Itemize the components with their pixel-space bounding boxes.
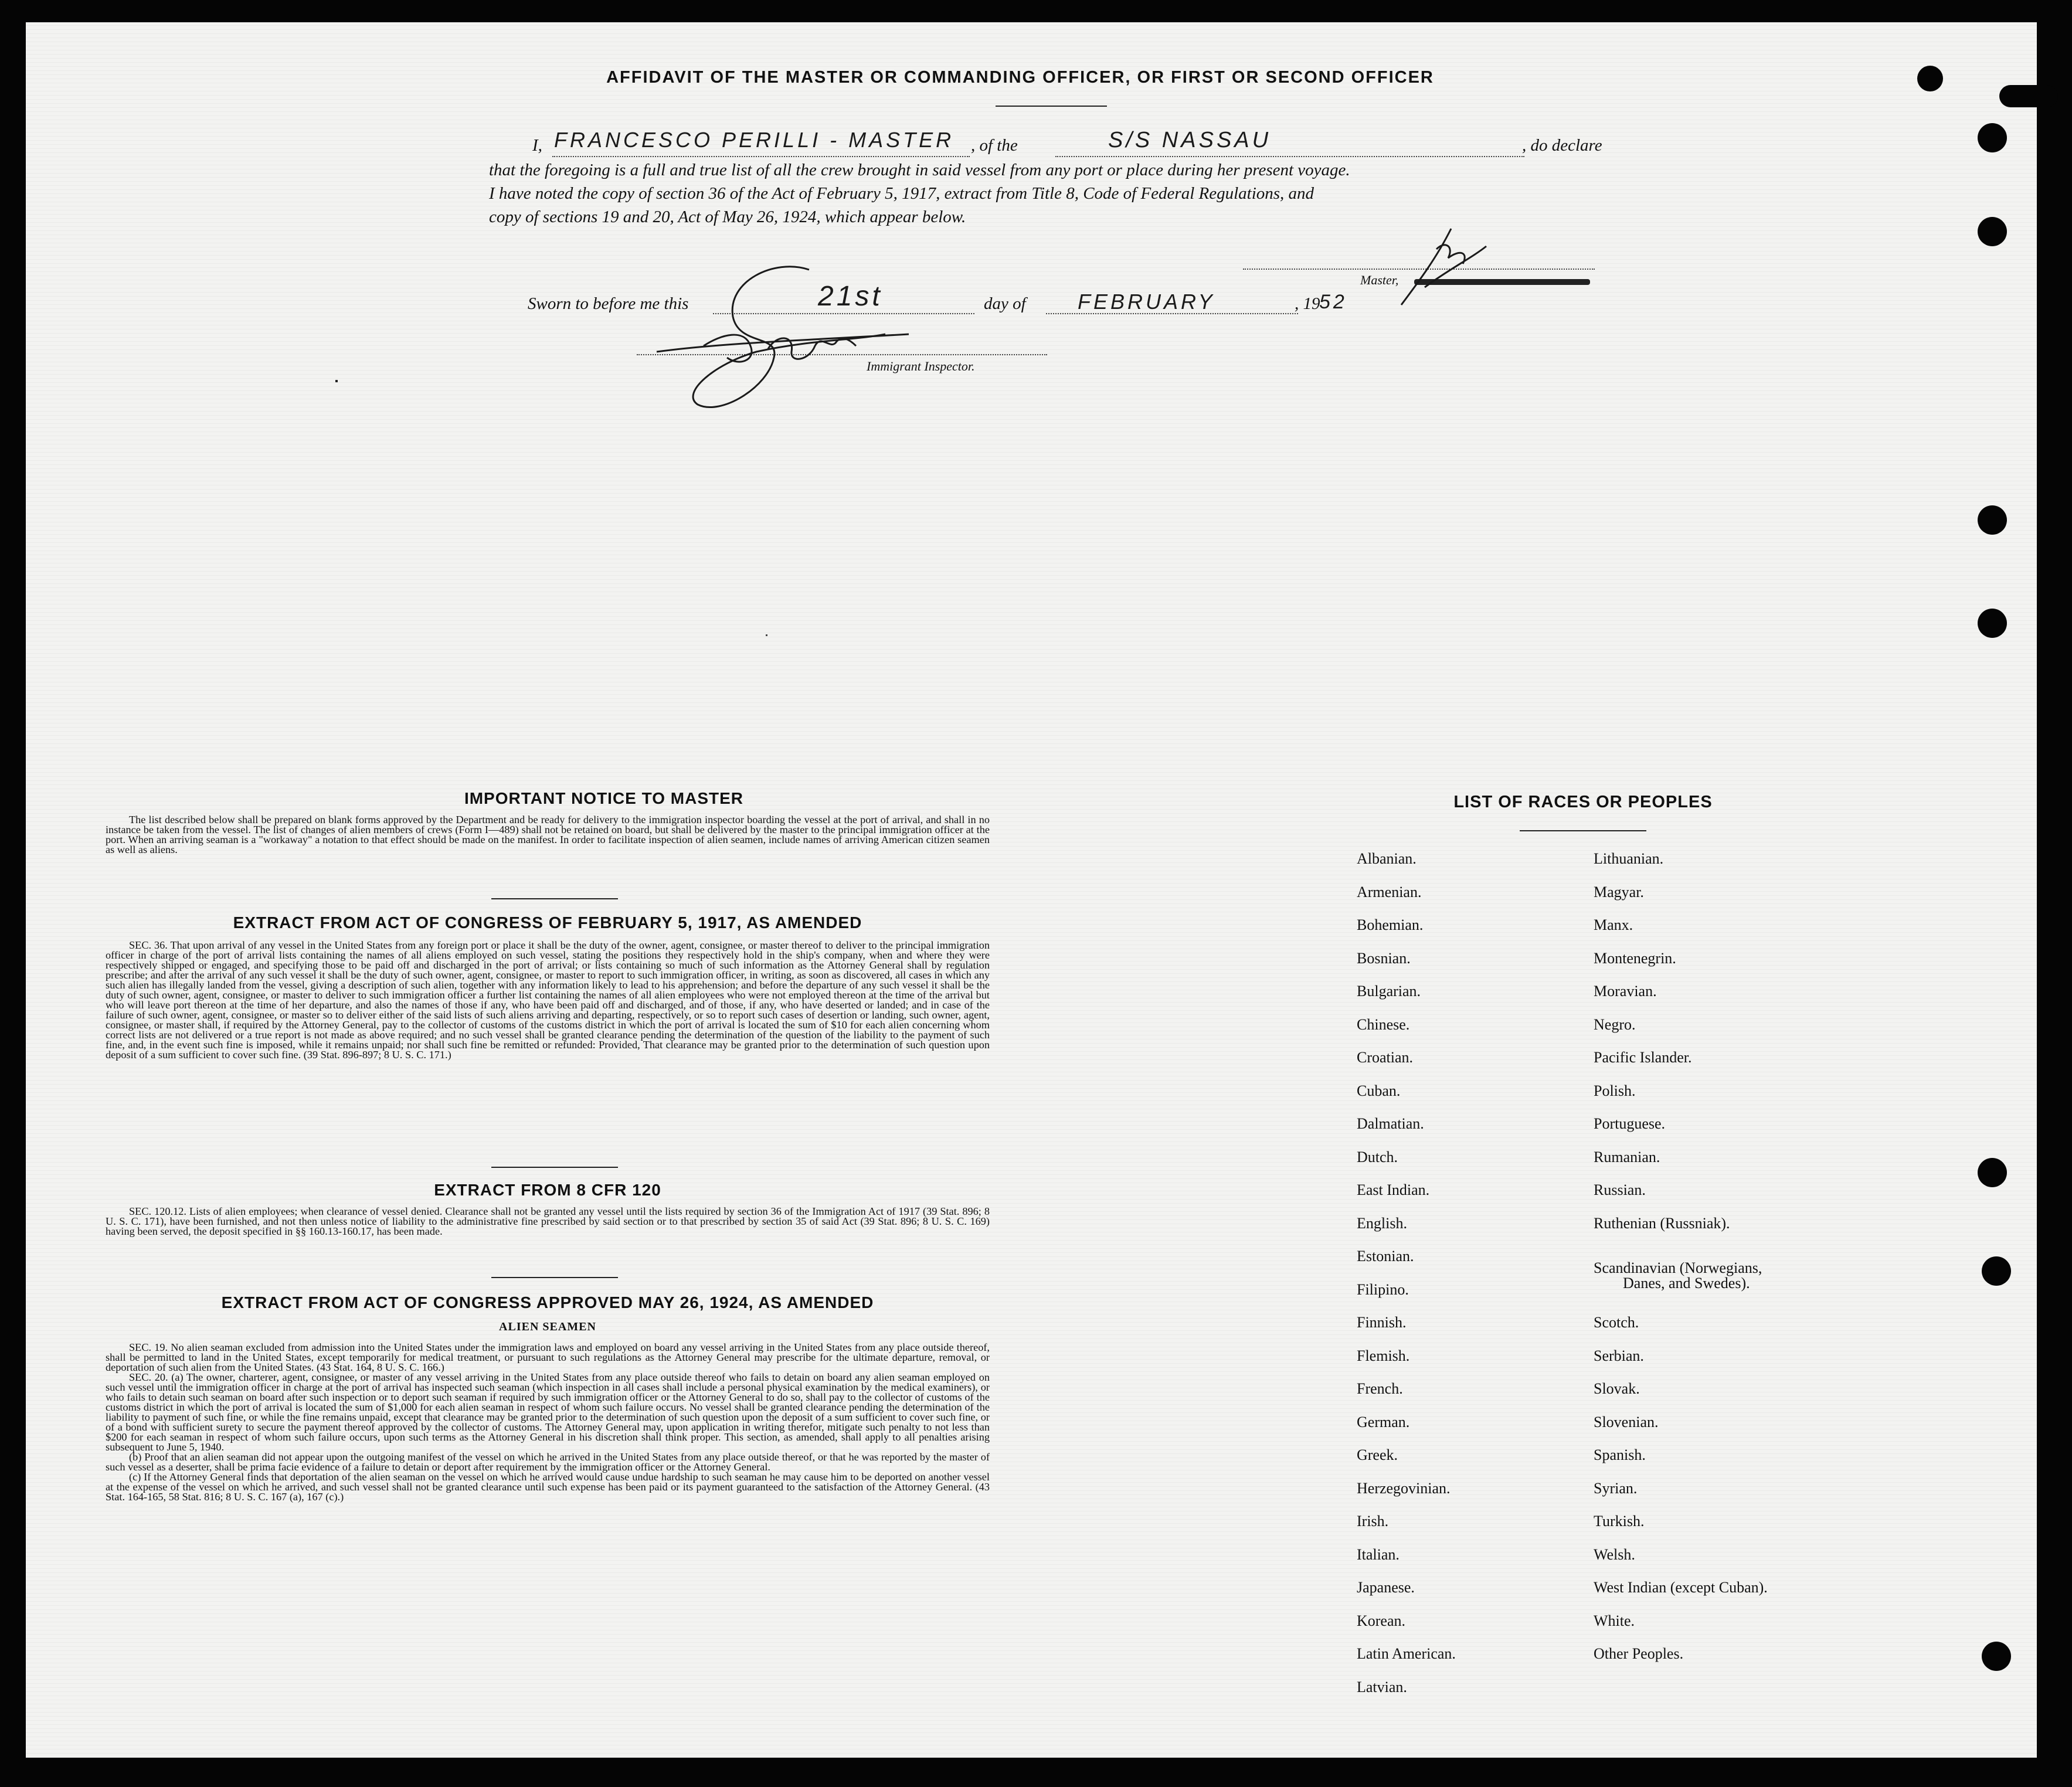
race-item: Slovak. bbox=[1594, 1380, 1640, 1397]
race-item: Chinese. bbox=[1357, 1015, 1410, 1033]
extract-1924-subtitle: ALIEN SEAMEN bbox=[499, 1320, 596, 1333]
race-item: East Indian. bbox=[1357, 1181, 1430, 1198]
race-item: Manx. bbox=[1594, 916, 1633, 933]
master-name-line bbox=[552, 156, 970, 157]
race-item: Latvian. bbox=[1357, 1678, 1407, 1696]
race-item: Serbian. bbox=[1594, 1347, 1644, 1364]
extract-1924-block bbox=[106, 1343, 990, 1502]
section-rule bbox=[491, 898, 618, 899]
section-rule bbox=[491, 1167, 618, 1168]
sworn-year-prefix: , 19 bbox=[1295, 294, 1320, 313]
extract-1924-sec20b: (b) Proof that an alien seaman did not appear upon the outgoing manifest of the vessel on which he arrived in the United States from any place outside thereof, or that he was reported by the master of such vessel as a deserter, shall be prima facie evidence of a failure to detain or deport after requirement by the immigration officer or the Attorney General. bbox=[106, 1451, 990, 1473]
extract-1924-title: EXTRACT FROM ACT OF CONGRESS APPROVED MAY 26, 1924, AS AMENDED bbox=[221, 1293, 874, 1312]
race-item: Danes, and Swedes). bbox=[1623, 1275, 1750, 1292]
race-item: Estonian. bbox=[1357, 1248, 1414, 1265]
race-item: Spanish. bbox=[1594, 1446, 1646, 1463]
declaration-do-declare: , do declare bbox=[1522, 136, 1602, 155]
race-item: Portuguese. bbox=[1594, 1115, 1666, 1132]
race-item: Latin American. bbox=[1357, 1645, 1456, 1662]
extract-cfr-title: EXTRACT FROM 8 CFR 120 bbox=[434, 1181, 661, 1199]
race-item: Pacific Islander. bbox=[1594, 1049, 1692, 1066]
race-item: Lithuanian. bbox=[1594, 850, 1664, 867]
binder-hole bbox=[1917, 66, 1943, 91]
extract-cfr-body: SEC. 120.12. Lists of alien employees; when clearance of vessel denied. Clearance shall not be granted any vessel until the lists required by section 36 of the Immigration Act of 1917 (39 Stat. 896; 8 U. S. C. 171), have been furnished, and not then unless notice of liability to the administrative fine prescribed by said section or to that prescribed by section 35 of said Act (39 Stat. 896; 8 U. S. C. 169) having been served, the deposit specified in §§ 160.13-160.17, has been made. bbox=[106, 1205, 990, 1237]
master-name-handwritten: FRANCESCO PERILLI - MASTER bbox=[554, 128, 955, 152]
title-rule bbox=[996, 106, 1107, 107]
notice-body: The list described below shall be prepared on blank forms approved by the Department and be ready for delivery to the immigration inspector boarding the vessel at the port of arrival, and shall in no instance be taken from the vessel. The list of changes of alien members of crews (Form I—489) shall not be retained on board, but shall be delivered by the master to the principal immigration officer at the port. When an arriving seaman is a "workaway" a notation to that effect should be made on the manifest. In order to facilitate inspection of alien seamen, include names of arriving American citizen seamen as well as aliens. bbox=[106, 814, 990, 855]
race-item: Irish. bbox=[1357, 1513, 1389, 1530]
notice-title: IMPORTANT NOTICE TO MASTER bbox=[464, 789, 744, 807]
inspector-signature bbox=[633, 246, 938, 434]
extract-1924-sec20c: (c) If the Attorney General finds that deportation of the alien seaman on the vessel on which he arrived would cause undue hardship to such seaman he may cause him to be deported on another vessel at the expense of the vessel on which he arrived, and such vessel shall not be granted clearance until such expense has been paid or its payment guaranteed to the satisfaction of the Attorney General. (43 Stat. 164-165, 58 Stat. 816; 8 U. S. C. 167 (a), 167 (c).) bbox=[106, 1471, 990, 1503]
race-item: Scotch. bbox=[1594, 1314, 1639, 1331]
races-rule bbox=[1520, 830, 1646, 831]
race-item: Filipino. bbox=[1357, 1280, 1409, 1298]
stray-mark bbox=[335, 380, 338, 382]
declaration-i-label: I, bbox=[532, 136, 542, 155]
race-item: Croatian. bbox=[1357, 1049, 1414, 1066]
race-item: Armenian. bbox=[1357, 883, 1422, 901]
race-item: Italian. bbox=[1357, 1545, 1400, 1563]
binder-hole bbox=[1978, 217, 2007, 246]
sworn-year-handwritten: 52 bbox=[1319, 291, 1347, 313]
races-title: LIST OF RACES OR PEOPLES bbox=[1453, 793, 1713, 811]
race-item: English. bbox=[1357, 1214, 1407, 1232]
master-label: Master, bbox=[1360, 273, 1399, 287]
race-item: Montenegrin. bbox=[1594, 949, 1676, 967]
stray-mark bbox=[766, 634, 767, 636]
binder-hole bbox=[1978, 505, 2007, 535]
race-item: Russian. bbox=[1594, 1181, 1646, 1198]
extract-1924-sec19: SEC. 19. No alien seaman excluded from admission into the United States under the immigration laws and employed on board any vessel arriving in the United States from any place outside thereof, shall be permitted to land in the United States, except temporarily for medical treatment, or pursuant to such regulations as the Attorney General may prescribe for the ultimate departure, removal, or deportation of such alien from the United States. (43 Stat. 164, 8 U. S. C. 166.) bbox=[106, 1341, 990, 1373]
declaration-line-3: I have noted the copy of section 36 of the Act of February 5, 1917, extract from Title 8, Code of Federal Regulations, and bbox=[489, 184, 1314, 203]
sworn-month-handwritten: FEBRUARY bbox=[1078, 290, 1215, 314]
race-item: Magyar. bbox=[1594, 883, 1644, 901]
declaration-line-2: that the foregoing is a full and true list of all the crew brought in said vessel from any port or place during her present voyage. bbox=[489, 161, 1350, 179]
binder-hole bbox=[1982, 1642, 2011, 1671]
race-item: Negro. bbox=[1594, 1015, 1636, 1033]
binder-hole bbox=[1978, 123, 2007, 152]
race-item: Korean. bbox=[1357, 1612, 1406, 1629]
race-item: Other Peoples. bbox=[1594, 1645, 1684, 1662]
inspector-label: Immigrant Inspector. bbox=[867, 359, 975, 373]
race-item: Flemish. bbox=[1357, 1347, 1410, 1364]
race-item: White. bbox=[1594, 1612, 1635, 1629]
race-item: Scandinavian (Norwegians, bbox=[1594, 1259, 1762, 1276]
race-item: Rumanian. bbox=[1594, 1148, 1660, 1166]
vessel-name-handwritten: S/S NASSAU bbox=[1108, 128, 1272, 152]
race-item: Japanese. bbox=[1357, 1579, 1415, 1596]
binder-hole bbox=[1978, 609, 2007, 638]
race-item: Dalmatian. bbox=[1357, 1115, 1424, 1132]
race-item: Polish. bbox=[1594, 1082, 1636, 1099]
race-item: Bohemian. bbox=[1357, 916, 1424, 933]
extract-1917-block bbox=[106, 940, 990, 1060]
race-item: Dutch. bbox=[1357, 1148, 1398, 1166]
extract-1917-title: EXTRACT FROM ACT OF CONGRESS OF FEBRUARY 5, 1917, AS AMENDED bbox=[233, 913, 862, 932]
race-item: Finnish. bbox=[1357, 1314, 1407, 1331]
race-item: Herzegovinian. bbox=[1357, 1479, 1451, 1497]
vessel-name-line bbox=[1055, 156, 1524, 157]
race-item: Cuban. bbox=[1357, 1082, 1401, 1099]
section-rule bbox=[491, 1277, 618, 1278]
race-item: German. bbox=[1357, 1413, 1410, 1431]
master-initials-signature bbox=[1390, 217, 1489, 311]
race-item: Moravian. bbox=[1594, 983, 1657, 1000]
binder-hole bbox=[1978, 1158, 2007, 1187]
binder-hole bbox=[1982, 1256, 2011, 1286]
race-item: West Indian (except Cuban). bbox=[1594, 1579, 1768, 1596]
affidavit-title: AFFIDAVIT OF THE MASTER OR COMMANDING OFFICER, OR FIRST OR SECOND OFFICER bbox=[606, 68, 1434, 87]
race-item: Welsh. bbox=[1594, 1545, 1635, 1563]
binder-clip bbox=[1999, 85, 2058, 107]
race-item: French. bbox=[1357, 1380, 1403, 1397]
race-item: Syrian. bbox=[1594, 1479, 1638, 1497]
race-item: Albanian. bbox=[1357, 850, 1417, 867]
declaration-line-4: copy of sections 19 and 20, Act of May 26, 1924, which appear below. bbox=[489, 208, 966, 226]
extract-1917-body: SEC. 36. That upon arrival of any vessel in the United States from any foreign port or place it shall be the duty of the owner, agent, consignee, or master thereof to deliver to the principal immigration officer in charge of the port of arrival lists containing the names of all aliens employed on such vessel, stating the positions they respectively hold in the ship's company, when and where they were respectively shipped or engaged, and specifying those to be paid off and discharged in the port of arrival; or lists containing so much of such information as the Attorney General shall by regulation prescribe; and after the arrival of any such vessel it shall be the duty of such owner, agent, consignee, or master to report to such immigration officer, in writing, as soon as discovered, all cases in which any such alien has illegally landed from the vessel, giving a description of such alien, together with any information likely to lead to his apprehension; and before the departure of any such vessel it shall be the duty of such owner, agent, consignee, or master to deliver to such immigration officer a further list containing the names of all alien employees who were not employed thereon at the time of the arrival but who will leave port thereon at the time of her departure, and also the names of those if any, who have been paid off and discharged, and of those, if any, who have deserted or landed; and in case of the failure of such owner, agent, consignee, or master so to deliver either of the said lists of such aliens arriving and departing, respectively, or so to report such cases of desertion or landing, such owner, agent, consignee, or master shall, if required by the Attorney General, pay to the collector of customs of the customs district in which the port of arrival is located the sum of $10 for each alien concerning whom correct lists are not delivered or a true report is not made as above required; and no such vessel shall be granted clearance pending the determination of the question of the liability to the payment of such fine, and, in the event such fine is imposed, while it remains unpaid; nor shall such fine be remitted or refunded: Provided, That clearance may be granted prior to the determination of such question upon deposit of a sum sufficient to cover such fine. (39 Stat. 896-897; 8 U. S. C. 171.) bbox=[106, 939, 990, 1061]
notice-body-block bbox=[106, 815, 990, 855]
race-item: Bulgarian. bbox=[1357, 983, 1421, 1000]
extract-1924-sec20a: SEC. 20. (a) The owner, charterer, agent, consignee, or master of any vessel arriving in the United States from any place outside thereof who fails to detain on board any alien seaman employed on such vessel until the immigration officer in charge at the port of arrival has inspected such seaman (which inspection in all cases shall include a personal physical examination by the medical examiners), or who fails to detain such seaman on board after such inspection or to deport such seaman if required by such immigration officer or the Attorney General to do so, shall pay to the collector of customs of the customs district in which the port of arrival is located the sum of $1,000 for each alien seaman in respect of whom such failure occurs. No vessel shall be granted clearance pending the determination of the liability to payment of such fine, or while the fine remains unpaid, except that clearance may be granted prior to the determination of such question upon the deposit of a sum sufficient to cover such fine, or of a bond with sufficient surety to secure the payment thereof approved by the collector of customs. The Attorney General may, upon application in writing therefor, mitigate such penalty to not less than $200 for each seaman in respect of whom such failure occurs, upon such terms as the Attorney General in his discretion shall think proper. This section, as amended, shall apply to all penalties arising subsequent to June 5, 1940. bbox=[106, 1371, 990, 1453]
extract-cfr-block bbox=[106, 1207, 990, 1236]
race-item: Turkish. bbox=[1594, 1513, 1645, 1530]
sworn-day-handwritten: 21st bbox=[818, 281, 883, 312]
race-item: Bosnian. bbox=[1357, 949, 1411, 967]
race-item: Slovenian. bbox=[1594, 1413, 1659, 1431]
race-item: Greek. bbox=[1357, 1446, 1398, 1463]
declaration-of-the: , of the bbox=[971, 136, 1018, 155]
sworn-day-of: day of bbox=[984, 294, 1026, 313]
race-item: Ruthenian (Russniak). bbox=[1594, 1214, 1730, 1232]
sworn-label: Sworn to before me this bbox=[528, 294, 689, 313]
